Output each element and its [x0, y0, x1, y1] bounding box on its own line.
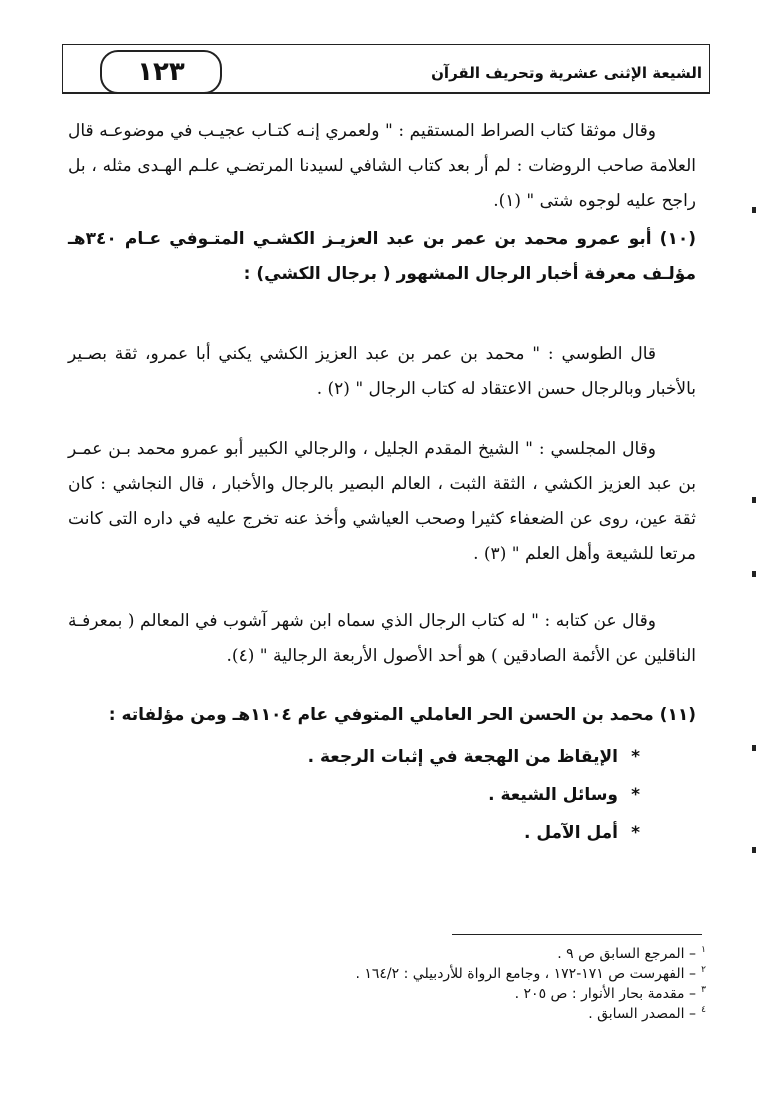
list-item-text: وسائل الشيعة . — [488, 785, 618, 805]
list-item-text: أمل الآمل . — [523, 823, 618, 843]
footnote — [220, 964, 706, 984]
footnote-number: ٢ — [701, 965, 706, 975]
list-item — [140, 776, 640, 814]
paragraph-text: وقال عن كتابه : " له كتاب الرجال الذي سماه ابن شهر آشوب في المعالم ( بمعرفـة الناقلين عن الأئمة الصادقين ) هو أحد الأصول الأربعة الرجالية " (٤). — [68, 611, 696, 666]
footnote-number: ١ — [701, 945, 706, 955]
list-item — [140, 814, 640, 852]
footnotes — [220, 944, 706, 1024]
page-number: ١٢٣ — [100, 50, 222, 94]
footnote-text: – المرجع السابق ص ٩ . — [557, 946, 696, 962]
paragraph-text: وقال المجلسي : " الشيخ المقدم الجليل ، والرجالي الكبير أبو عمرو محمد بـن عمـر بن عبد العزيز الكشي ، الثقة الثبت ، العالم البصير بالرجال والأخبار ، قال النجاشي : كان ثقة عين، روى عن الضعفاء كثيرا وصحب العياشي وأخذ عنه تخرج عليه في داره التى كانت مرتعا للشيعة وأهل العلم " (٣) . — [68, 439, 696, 564]
paragraph-6-entry-11 — [68, 698, 696, 733]
margin-mark — [752, 745, 756, 751]
footnote — [220, 1004, 706, 1024]
paragraph-1 — [68, 114, 696, 219]
paragraph-text: (١٠) أبو عمرو محمد بن عمر بن عبد العزيـز الكشـي المتـوفي عـام ٣٤٠هـ مؤلـف معرفة أخبار الرجال المشهور ( برجال الكشي) : — [68, 229, 696, 284]
margin-mark — [752, 497, 756, 503]
header-top-rule — [62, 44, 710, 45]
paragraph-2-entry-10 — [68, 222, 696, 292]
running-title: الشيعة الإثنى عشرية وتحريف القرآن — [431, 64, 702, 82]
list-item — [140, 738, 640, 776]
paragraph-text: وقال موثقا كتاب الصراط المستقيم : " ولعمري إنـه كتـاب عجيـب في موضوعـه قال العلامة صاحب الروضات : لم أر بعد كتاب الشافي لسيدنا المرتضـي علـم الهـدى مثله ، بل راجح عليه لوجوه شتى " (١). — [68, 121, 696, 211]
paragraph-text: قال الطوسي : " محمد بن عمر بن عبد العزيز الكشي يكني أبا عمرو، ثقة بصـير بالأخبار وبالرجال حسن الاعتقاد له كتاب الرجال " (٢) . — [68, 344, 696, 399]
paragraph-4-majlisi — [68, 432, 696, 572]
page-header — [62, 44, 710, 94]
paragraph-3-tusi — [68, 337, 696, 407]
footnote-text: – مقدمة بحار الأنوار : ص ٢٠٥ . — [514, 986, 696, 1002]
bullet-star: * — [631, 747, 640, 767]
footnote-number: ٣ — [701, 985, 706, 995]
footnote-number: ٤ — [701, 1005, 706, 1015]
footnote-text: – المصدر السابق . — [588, 1006, 696, 1022]
bullet-star: * — [631, 785, 640, 805]
margin-mark — [752, 571, 756, 577]
paragraph-5-book — [68, 604, 696, 674]
works-list — [140, 738, 640, 852]
bullet-star: * — [631, 823, 640, 843]
header-left-edge — [62, 44, 63, 94]
header-right-edge — [709, 44, 710, 94]
footnote-text: – الفهرست ص ١٧١-١٧٢ ، وجامع الرواة للأردبيلي : ١٦٤/٢ . — [355, 966, 696, 982]
footnote-separator — [452, 934, 702, 935]
list-item-text: الإيقاظ من الهجعة في إثبات الرجعة . — [307, 747, 618, 767]
footnote — [220, 984, 706, 1004]
margin-mark — [752, 207, 756, 213]
paragraph-text: (١١) محمد بن الحسن الحر العاملي المتوفي عام ١١٠٤هـ ومن مؤلفاته : — [108, 705, 696, 725]
margin-mark — [752, 847, 756, 853]
footnote — [220, 944, 706, 964]
